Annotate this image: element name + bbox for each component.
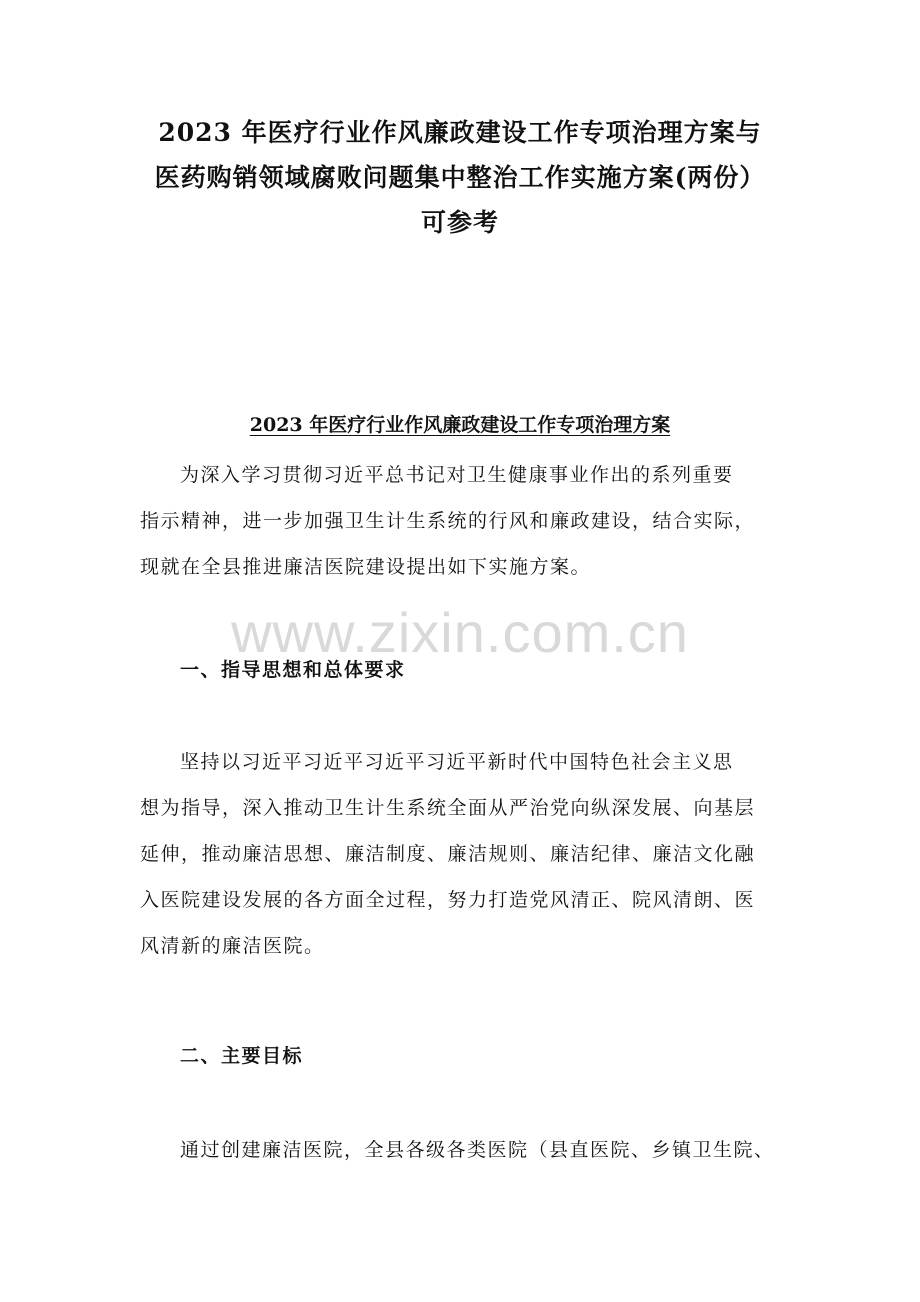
text-line: 为深入学习贯彻习近平总书记对卫生健康事业作出的系列重要 (180, 464, 734, 486)
heading-main-goals: 二、主要目标 (180, 1045, 304, 1067)
intro-paragraph (140, 452, 800, 590)
guiding-principles-paragraph (140, 739, 800, 969)
text-line: 通过创建廉洁医院，全县各级各类医院（县直医院、乡镇卫生院、 (180, 1139, 775, 1161)
main-goals-paragraph (140, 1127, 800, 1173)
text-line: 现就在全县推进廉洁医院建设提出如下实施方案。 (140, 556, 592, 578)
text-line: 风清新的廉洁医院。 (140, 935, 325, 957)
text-line: 入医院建设发展的各方面全过程，努力打造党风清正、院风清朗、医 (140, 889, 756, 911)
title-line: 医药购销领域腐败问题集中整治工作实施方案(两份） (154, 163, 766, 192)
watermark: www.zixin.com.cn (231, 601, 689, 664)
title-line: 可参考 (420, 208, 499, 237)
title-line: 2023 年医疗行业作风廉政建设工作专项治理方案与 (158, 118, 762, 147)
text-line: 指示精神，进一步加强卫生计生系统的行风和廉政建设，结合实际， (140, 510, 756, 532)
text-line: 延伸，推动廉洁思想、廉洁制度、廉洁规则、廉洁纪律、廉洁文化融 (140, 843, 756, 865)
section-title: 2023 年医疗行业作风廉政建设工作专项治理方案 (249, 414, 671, 436)
document-title (60, 110, 860, 245)
text-line: 想为指导，深入推动卫生计生系统全面从严治党向纵深发展、向基层 (140, 797, 756, 819)
text-line: 坚持以习近平习近平习近平习近平新时代中国特色社会主义思 (180, 751, 734, 773)
heading-guiding-principles: 一、指导思想和总体要求 (180, 659, 406, 681)
